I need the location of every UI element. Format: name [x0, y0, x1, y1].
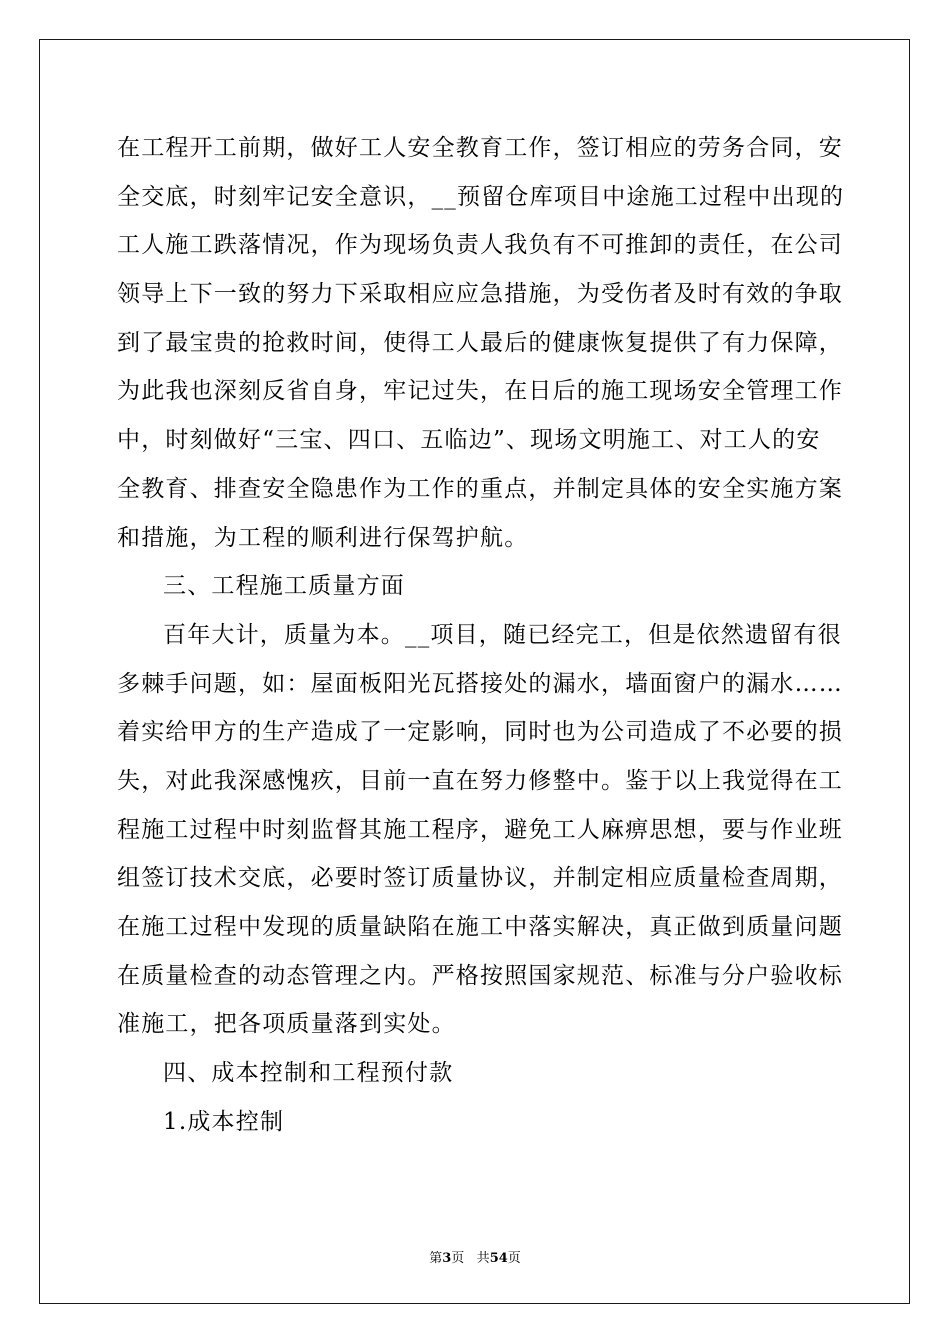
text-line: 着实给甲方的生产造成了一定影响，同时也为公司造成了不必要的损	[117, 719, 843, 746]
page-suffix: 页	[451, 1251, 465, 1266]
text-line: 全教育、排查安全隐患作为工作的重点，并制定具体的安全实施方案	[117, 475, 843, 502]
footer-gap	[464, 1251, 476, 1266]
text-line: 和措施，为工程的顺利进行保驾护航。	[117, 524, 529, 551]
page-prefix: 第	[429, 1251, 443, 1266]
text-line: 组签订技术交底，必要时签订质量协议，并制定相应质量检查周期，	[117, 865, 843, 892]
text-line: 全交底，时刻牢记安全意识，__预留仓库项目中途施工过程中出现的	[117, 183, 845, 210]
text-line: 失，对此我深感愧疚，目前一直在努力修整中。鉴于以上我觉得在工	[117, 767, 843, 794]
subsection-heading-cost-control: 1.成本控制	[163, 1108, 285, 1135]
text-line: 为此我也深刻反省自身，牢记过失，在日后的施工现场安全管理工作	[117, 378, 843, 405]
text-line: 工人施工跌落情况，作为现场负责人我负有不可推卸的责任，在公司	[117, 232, 843, 259]
text-line: 中，时刻做好“三宝、四口、五临边”、现场文明施工、对工人的安	[117, 427, 821, 454]
text-line: 在施工过程中发现的质量缺陷在施工中落实解决，真正做到质量问题	[117, 914, 843, 940]
paragraph-start: 百年大计，质量为本。__项目，随已经完工，但是依然遗留有很	[163, 621, 842, 648]
document-body	[117, 124, 845, 1146]
text-line: 多棘手问题，如：屋面板阳光瓦搭接处的漏水，墙面窗户的漏水……	[117, 670, 843, 697]
total-pages: 54	[489, 1251, 508, 1266]
section-heading-cost: 四、成本控制和工程预付款	[163, 1060, 454, 1087]
text-line: 在质量检查的动态管理之内。严格按照国家规范、标准与分户验收标	[117, 962, 843, 989]
text-line: 在工程开工前期，做好工人安全教育工作，签订相应的劳务合同，安	[117, 135, 843, 161]
section-heading-quality: 三、工程施工质量方面	[163, 573, 405, 600]
page-footer	[0, 1247, 950, 1266]
total-suffix: 页	[507, 1251, 521, 1266]
text-line: 准施工，把各项质量落到实处。	[117, 1011, 456, 1038]
total-prefix: 共	[476, 1251, 490, 1266]
text-line: 程施工过程中时刻监督其施工程序，避免工人麻痹思想，要与作业班	[117, 816, 843, 843]
text-line: 到了最宝贵的抢救时间，使得工人最后的健康恢复提供了有力保障，	[117, 329, 843, 356]
page-number: 3	[442, 1251, 452, 1266]
text-line: 领导上下一致的努力下采取相应应急措施，为受伤者及时有效的争取	[117, 281, 843, 308]
